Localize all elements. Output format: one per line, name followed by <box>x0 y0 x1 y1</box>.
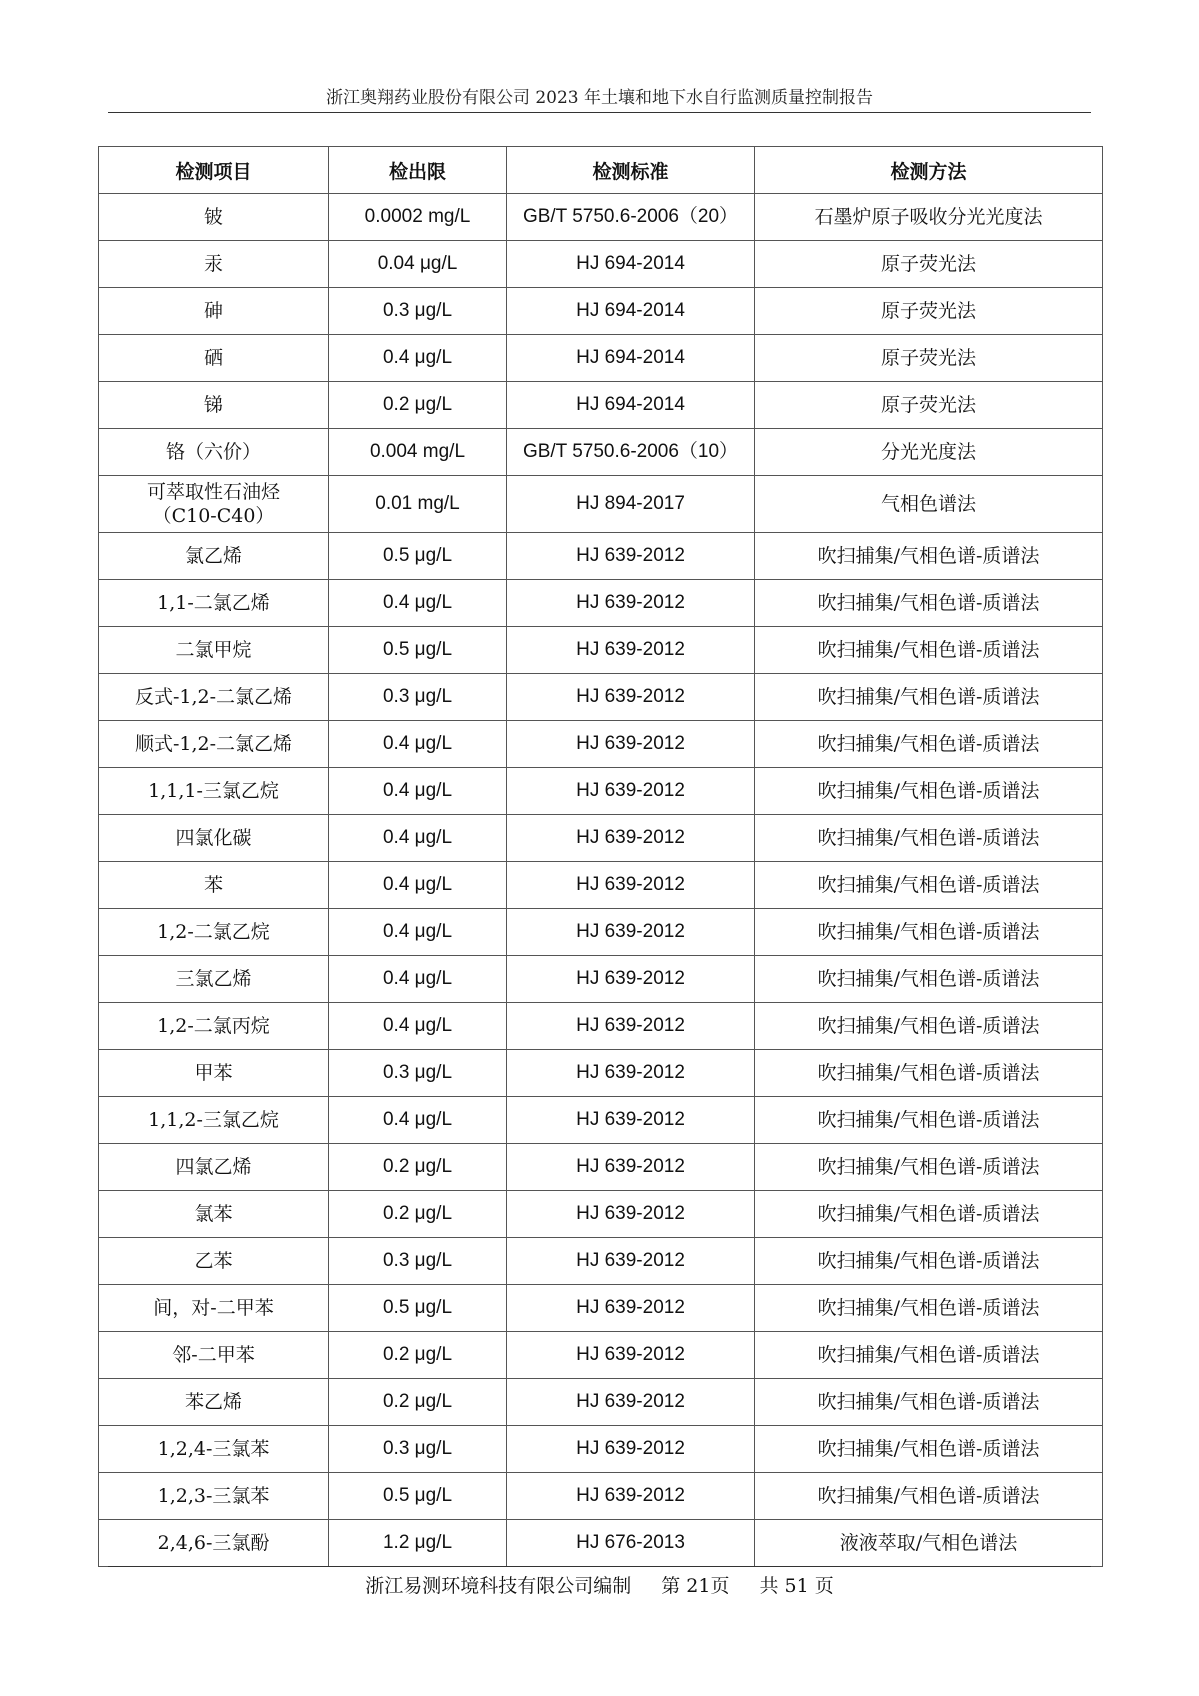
table-row <box>99 1097 1103 1144</box>
cell-item <box>99 956 329 1003</box>
cell-standard: HJ 639-2012 <box>507 533 755 580</box>
cell-method: 吹扫捕集/气相色谱-质谱法 <box>755 1285 1103 1332</box>
cell-item-text-line2: （C10-C40） <box>152 505 275 527</box>
cell-limit: 0.0002 mg/L <box>329 194 507 241</box>
table-row <box>99 194 1103 241</box>
cell-method: 吹扫捕集/气相色谱-质谱法 <box>755 956 1103 1003</box>
cell-item-text: 2,4,6-三氯酚 <box>157 1532 270 1554</box>
cell-limit: 0.3 μg/L <box>329 1050 507 1097</box>
cell-method: 吹扫捕集/气相色谱-质谱法 <box>755 1097 1103 1144</box>
page-footer <box>108 1570 1091 1602</box>
cell-method: 吹扫捕集/气相色谱-质谱法 <box>755 1473 1103 1520</box>
cell-standard: HJ 694-2014 <box>507 335 755 382</box>
cell-item-text: 顺式-1,2-二氯乙烯 <box>134 733 293 755</box>
cell-limit: 0.2 μg/L <box>329 1379 507 1426</box>
table-row <box>99 909 1103 956</box>
cell-standard: HJ 639-2012 <box>507 1426 755 1473</box>
cell-method: 吹扫捕集/气相色谱-质谱法 <box>755 721 1103 768</box>
cell-method: 吹扫捕集/气相色谱-质谱法 <box>755 1379 1103 1426</box>
cell-method: 吹扫捕集/气相色谱-质谱法 <box>755 674 1103 721</box>
cell-item <box>99 580 329 627</box>
cell-item-text: 锑 <box>203 394 223 416</box>
table-row <box>99 1238 1103 1285</box>
table-row <box>99 1003 1103 1050</box>
cell-limit: 0.4 μg/L <box>329 862 507 909</box>
cell-item <box>99 1097 329 1144</box>
table-row <box>99 476 1103 533</box>
table-row <box>99 768 1103 815</box>
cell-item <box>99 862 329 909</box>
cell-limit: 0.5 μg/L <box>329 533 507 580</box>
cell-method: 吹扫捕集/气相色谱-质谱法 <box>755 1426 1103 1473</box>
table-row <box>99 288 1103 335</box>
cell-standard: HJ 639-2012 <box>507 1191 755 1238</box>
cell-item <box>99 1144 329 1191</box>
cell-item <box>99 1003 329 1050</box>
cell-limit: 0.4 μg/L <box>329 1003 507 1050</box>
cell-method: 吹扫捕集/气相色谱-质谱法 <box>755 533 1103 580</box>
cell-item-text: 苯 <box>203 874 223 896</box>
cell-item <box>99 194 329 241</box>
cell-limit: 0.3 μg/L <box>329 288 507 335</box>
cell-item-text: 乙苯 <box>194 1250 233 1272</box>
cell-item <box>99 476 329 533</box>
cell-standard: HJ 639-2012 <box>507 721 755 768</box>
cell-limit: 0.2 μg/L <box>329 382 507 429</box>
cell-item-text: 氯苯 <box>194 1203 233 1225</box>
cell-standard: HJ 639-2012 <box>507 956 755 1003</box>
cell-standard: HJ 694-2014 <box>507 288 755 335</box>
table-body <box>99 194 1103 1567</box>
column-header-method: 检测方法 <box>755 147 1103 194</box>
cell-item-text: 氯乙烯 <box>184 545 242 567</box>
cell-standard: HJ 639-2012 <box>507 1050 755 1097</box>
cell-item <box>99 1050 329 1097</box>
cell-limit: 0.3 μg/L <box>329 1426 507 1473</box>
table-row <box>99 1473 1103 1520</box>
cell-standard: HJ 639-2012 <box>507 1473 755 1520</box>
header-title: 浙江奥翔药业股份有限公司 2023 年土壤和地下水自行监测质量控制报告 <box>325 88 874 108</box>
cell-standard: HJ 639-2012 <box>507 580 755 627</box>
table-row <box>99 1050 1103 1097</box>
cell-item-text: 1,2,4-三氯苯 <box>157 1438 270 1460</box>
cell-limit: 0.04 μg/L <box>329 241 507 288</box>
table-row <box>99 335 1103 382</box>
cell-standard: HJ 639-2012 <box>507 909 755 956</box>
cell-limit: 0.2 μg/L <box>329 1332 507 1379</box>
cell-method: 吹扫捕集/气相色谱-质谱法 <box>755 1050 1103 1097</box>
footer-compiler: 浙江易测环境科技有限公司编制 <box>365 1575 632 1597</box>
cell-method: 原子荧光法 <box>755 382 1103 429</box>
table-header-row <box>99 147 1103 194</box>
cell-item <box>99 909 329 956</box>
cell-item <box>99 768 329 815</box>
column-header-limit: 检出限 <box>329 147 507 194</box>
cell-item <box>99 1473 329 1520</box>
cell-item <box>99 674 329 721</box>
table-row <box>99 627 1103 674</box>
cell-standard: HJ 639-2012 <box>507 1379 755 1426</box>
column-header-standard: 检测标准 <box>507 147 755 194</box>
cell-method: 吹扫捕集/气相色谱-质谱法 <box>755 1003 1103 1050</box>
cell-item-text: 1,2-二氯乙烷 <box>157 921 270 943</box>
cell-item <box>99 241 329 288</box>
table-row <box>99 580 1103 627</box>
cell-method: 原子荧光法 <box>755 335 1103 382</box>
cell-limit: 0.4 μg/L <box>329 956 507 1003</box>
cell-limit: 0.4 μg/L <box>329 1097 507 1144</box>
table-row <box>99 241 1103 288</box>
cell-item <box>99 721 329 768</box>
cell-limit: 0.2 μg/L <box>329 1144 507 1191</box>
table-row <box>99 1191 1103 1238</box>
cell-item-text: 苯乙烯 <box>184 1391 242 1413</box>
cell-item <box>99 627 329 674</box>
cell-item-text: 反式-1,2-二氯乙烯 <box>134 686 293 708</box>
cell-limit: 0.4 μg/L <box>329 909 507 956</box>
cell-limit: 0.5 μg/L <box>329 627 507 674</box>
cell-item-text: 可萃取性石油烃 <box>146 481 280 503</box>
cell-method: 吹扫捕集/气相色谱-质谱法 <box>755 1144 1103 1191</box>
header-divider <box>108 112 1091 113</box>
table-row <box>99 429 1103 476</box>
table-row <box>99 1426 1103 1473</box>
cell-item <box>99 1191 329 1238</box>
cell-method: 石墨炉原子吸收分光光度法 <box>755 194 1103 241</box>
table-row <box>99 956 1103 1003</box>
table-row <box>99 1520 1103 1567</box>
cell-standard: HJ 639-2012 <box>507 1144 755 1191</box>
table-row <box>99 862 1103 909</box>
cell-standard: HJ 694-2014 <box>507 241 755 288</box>
cell-method: 吹扫捕集/气相色谱-质谱法 <box>755 1191 1103 1238</box>
cell-standard: HJ 639-2012 <box>507 768 755 815</box>
cell-item-text: 硒 <box>203 347 223 369</box>
table-row <box>99 721 1103 768</box>
cell-limit: 0.3 μg/L <box>329 1238 507 1285</box>
cell-item <box>99 335 329 382</box>
cell-method: 吹扫捕集/气相色谱-质谱法 <box>755 580 1103 627</box>
footer-total-pages: 共 51 页 <box>759 1575 834 1597</box>
page-header <box>108 84 1091 112</box>
cell-method: 吹扫捕集/气相色谱-质谱法 <box>755 627 1103 674</box>
cell-limit: 0.2 μg/L <box>329 1191 507 1238</box>
cell-method: 吹扫捕集/气相色谱-质谱法 <box>755 1238 1103 1285</box>
cell-item <box>99 1238 329 1285</box>
cell-item <box>99 1426 329 1473</box>
detection-table <box>98 146 1103 1567</box>
cell-limit: 0.5 μg/L <box>329 1285 507 1332</box>
cell-method: 吹扫捕集/气相色谱-质谱法 <box>755 909 1103 956</box>
cell-item-text: 四氯化碳 <box>175 827 252 849</box>
cell-item <box>99 1379 329 1426</box>
cell-method: 原子荧光法 <box>755 241 1103 288</box>
cell-item-text: 1,1-二氯乙烯 <box>157 592 270 614</box>
cell-item <box>99 533 329 580</box>
cell-method: 分光光度法 <box>755 429 1103 476</box>
table-row <box>99 1144 1103 1191</box>
cell-item <box>99 288 329 335</box>
cell-standard: GB/T 5750.6-2006（20） <box>507 194 755 241</box>
cell-item <box>99 429 329 476</box>
cell-item <box>99 1332 329 1379</box>
cell-limit: 0.4 μg/L <box>329 721 507 768</box>
cell-limit: 0.3 μg/L <box>329 674 507 721</box>
cell-item-text: 四氯乙烯 <box>175 1156 252 1178</box>
cell-method: 气相色谱法 <box>755 476 1103 533</box>
cell-item-text: 1,1,2-三氯乙烷 <box>148 1109 279 1131</box>
cell-standard: HJ 639-2012 <box>507 1003 755 1050</box>
cell-method: 原子荧光法 <box>755 288 1103 335</box>
cell-item-text: 1,2,3-三氯苯 <box>157 1485 270 1507</box>
cell-standard: GB/T 5750.6-2006（10） <box>507 429 755 476</box>
cell-item-text: 甲苯 <box>194 1062 233 1084</box>
cell-standard: HJ 639-2012 <box>507 1332 755 1379</box>
cell-limit: 0.4 μg/L <box>329 768 507 815</box>
cell-item-text: 砷 <box>203 300 223 322</box>
column-header-item: 检测项目 <box>99 147 329 194</box>
table-row <box>99 1379 1103 1426</box>
cell-standard: HJ 639-2012 <box>507 1285 755 1332</box>
cell-method: 吹扫捕集/气相色谱-质谱法 <box>755 815 1103 862</box>
table-row <box>99 533 1103 580</box>
table-row <box>99 815 1103 862</box>
cell-limit: 0.4 μg/L <box>329 580 507 627</box>
table-row <box>99 674 1103 721</box>
cell-item <box>99 815 329 862</box>
cell-standard: HJ 639-2012 <box>507 1097 755 1144</box>
table-row <box>99 1332 1103 1379</box>
cell-item-text: 间，对-二甲苯 <box>153 1297 274 1319</box>
cell-method: 吹扫捕集/气相色谱-质谱法 <box>755 862 1103 909</box>
cell-item-text: 1,2-二氯丙烷 <box>157 1015 270 1037</box>
cell-limit: 0.4 μg/L <box>329 815 507 862</box>
cell-limit: 0.5 μg/L <box>329 1473 507 1520</box>
cell-item <box>99 1520 329 1567</box>
cell-item-text: 二氯甲烷 <box>175 639 252 661</box>
cell-item-text: 邻-二甲苯 <box>172 1344 255 1366</box>
cell-item-text: 铬（六价） <box>165 441 261 463</box>
cell-item-text: 汞 <box>203 253 223 275</box>
cell-standard: HJ 639-2012 <box>507 1238 755 1285</box>
cell-limit: 0.004 mg/L <box>329 429 507 476</box>
cell-item-text: 1,1,1-三氯乙烷 <box>148 780 279 802</box>
cell-method: 吹扫捕集/气相色谱-质谱法 <box>755 1332 1103 1379</box>
table-row <box>99 1285 1103 1332</box>
cell-standard: HJ 639-2012 <box>507 674 755 721</box>
cell-limit: 1.2 μg/L <box>329 1520 507 1567</box>
footer-page-number: 第 21页 <box>661 1575 730 1597</box>
cell-method: 吹扫捕集/气相色谱-质谱法 <box>755 768 1103 815</box>
table-row <box>99 382 1103 429</box>
footer-divider <box>108 1566 1091 1567</box>
cell-standard: HJ 639-2012 <box>507 862 755 909</box>
cell-method: 液液萃取/气相色谱法 <box>755 1520 1103 1567</box>
cell-item-text: 三氯乙烯 <box>175 968 252 990</box>
cell-item-text: 铍 <box>203 206 223 228</box>
cell-item <box>99 1285 329 1332</box>
cell-item <box>99 382 329 429</box>
cell-limit: 0.01 mg/L <box>329 476 507 533</box>
cell-standard: HJ 676-2013 <box>507 1520 755 1567</box>
cell-standard: HJ 694-2014 <box>507 382 755 429</box>
cell-standard: HJ 639-2012 <box>507 627 755 674</box>
cell-standard: HJ 894-2017 <box>507 476 755 533</box>
cell-limit: 0.4 μg/L <box>329 335 507 382</box>
cell-standard: HJ 639-2012 <box>507 815 755 862</box>
